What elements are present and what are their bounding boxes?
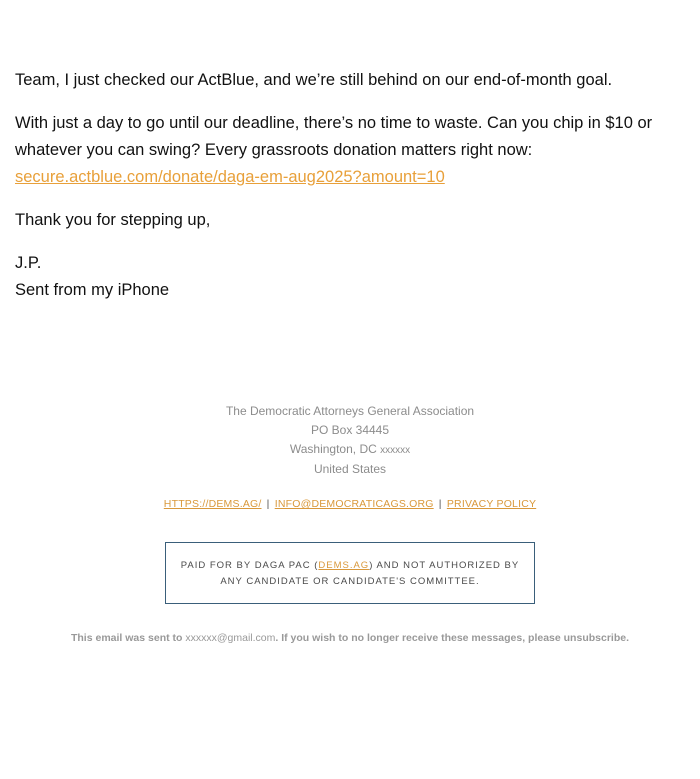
paragraph-ask-text: With just a day to go until our deadline, there’s no time to waste. Can you chip in $10 or whatever you can swing? Every grassroots donation matters right now: (15, 114, 653, 159)
po-box: PO Box 34445 (310, 423, 390, 437)
country: United States (313, 462, 387, 476)
closing-line: Thank you for stepping up, (15, 211, 211, 229)
donate-link[interactable]: secure.actblue.com/donate/daga-em-aug2025?amount=10 (15, 168, 445, 186)
link-separator: | (266, 498, 270, 510)
recipient-email: xxxxxx@gmail.com (185, 632, 276, 644)
signature-name: J.P. (15, 254, 42, 272)
unsubscribe-notice (0, 632, 700, 644)
mailing-address (0, 402, 700, 479)
disclaimer-suffix: ) AND NOT AUTHORIZED BY ANY CANDIDATE OR CANDIDATE'S COMMITTEE. (220, 560, 520, 587)
signature-device: Sent from my iPhone (15, 281, 170, 299)
org-name: The Democratic Attorneys General Association (225, 404, 475, 418)
zip-code: xxxxxx (380, 445, 411, 456)
contact-email-link[interactable]: INFO@DEMOCRATICAGS.ORG (274, 498, 434, 510)
website-link[interactable]: HTTPS://DEMS.AG/ (163, 498, 262, 510)
privacy-policy-link[interactable]: PRIVACY POLICY (446, 498, 537, 510)
email-body (15, 67, 685, 320)
footer-links (0, 498, 700, 510)
link-separator: | (438, 498, 442, 510)
email-footer (0, 402, 700, 644)
disclaimer-prefix: PAID FOR BY DAGA PAC ( (180, 560, 319, 571)
unsubscribe-suffix[interactable]: . If you wish to no longer receive these messages, please unsubscribe. (275, 632, 629, 644)
city-state: Washington, DC (289, 442, 377, 456)
paragraph-ask (15, 110, 685, 191)
disclaimer-link[interactable]: DEMS.AG (318, 560, 370, 571)
paid-for-disclaimer (165, 542, 535, 604)
city-line (0, 440, 700, 460)
unsubscribe-prefix: This email was sent to (70, 632, 183, 644)
paragraph-status: Team, I just checked our ActBlue, and we’re still behind on our end-of-month goal. (15, 71, 613, 89)
signature (15, 250, 685, 304)
